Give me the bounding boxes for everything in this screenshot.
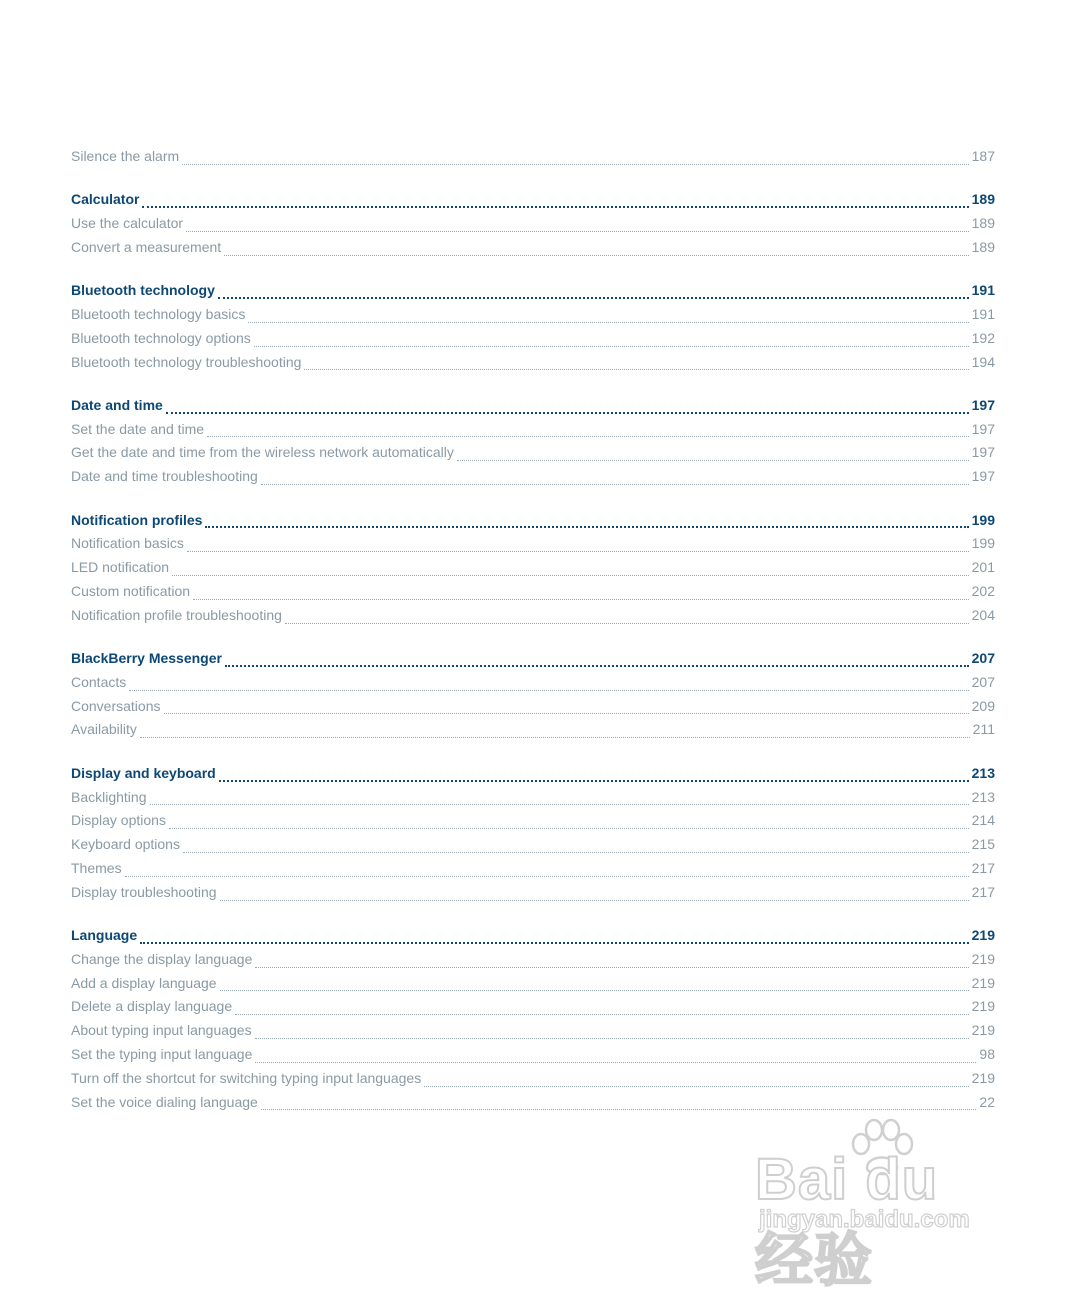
toc-entry-title: Set the voice dialing language (71, 1093, 258, 1110)
baidu-watermark (755, 1118, 1005, 1293)
toc-entry-title: Convert a measurement (71, 238, 222, 255)
dot-leader (261, 1109, 977, 1110)
toc-page-number: 189 (971, 215, 995, 232)
toc-entry-title: Set the date and time (71, 420, 205, 437)
toc-page-number: 213 (971, 764, 995, 781)
dot-leader (235, 1014, 969, 1015)
toc-page-number: 219 (971, 1069, 995, 1086)
toc-chapter-heading[interactable] (71, 927, 995, 951)
group-gap (71, 745, 995, 765)
toc-entry-title: Display and keyboard (71, 764, 216, 781)
toc-page-number: 211 (972, 721, 995, 738)
toc-entry[interactable] (71, 607, 995, 631)
dot-leader (182, 164, 968, 165)
toc-page-number: 215 (971, 836, 995, 853)
dot-leader (166, 412, 969, 414)
toc-entry[interactable] (71, 330, 995, 354)
toc-entry-title: Backlighting (71, 788, 147, 805)
toc-page-number: 191 (971, 305, 995, 322)
toc-entry-title: BlackBerry Messenger (71, 650, 222, 667)
toc-chapter-heading[interactable] (71, 765, 995, 789)
dot-leader (261, 484, 969, 485)
dot-leader (220, 990, 969, 991)
toc-entry-title: Date and time (71, 396, 163, 413)
toc-page-number: 202 (971, 582, 995, 599)
toc-entry-title: Turn off the shortcut for switching typing input languages (71, 1069, 422, 1086)
toc-entry-title: Set the typing input language (71, 1046, 253, 1062)
dot-leader (225, 665, 969, 667)
toc-entry[interactable] (71, 789, 995, 813)
toc-entry-title: Date and time troubleshooting (71, 468, 258, 485)
toc-chapter-heading[interactable] (71, 282, 995, 306)
toc-page-number: 217 (971, 883, 995, 900)
dot-leader (219, 780, 969, 782)
dot-leader (457, 460, 969, 461)
dot-leader (205, 526, 968, 528)
toc-entry-title: Keyboard options (71, 836, 180, 853)
toc-page-number: 207 (971, 673, 995, 690)
dot-leader (255, 967, 968, 968)
toc-chapter-heading[interactable] (71, 397, 995, 421)
toc-page-number: 197 (971, 468, 995, 485)
toc-entry-title: Custom notification (71, 582, 191, 599)
dot-leader (424, 1086, 968, 1087)
toc-entry-title: Notification profiles (71, 511, 203, 528)
toc-entry[interactable] (71, 1022, 995, 1046)
toc-entry-title: About typing input languages (71, 1022, 252, 1039)
toc-entry[interactable] (71, 1046, 995, 1070)
dot-leader (248, 322, 968, 323)
toc-entry[interactable] (71, 306, 995, 330)
toc-entry[interactable] (71, 674, 995, 698)
toc-page-number: 187 (971, 148, 995, 164)
toc-page-number: 197 (971, 420, 995, 437)
toc-page-number: 219 (971, 950, 995, 967)
watermark-url: jingyan.baidu.com (759, 1206, 970, 1233)
group-gap (71, 172, 995, 192)
dot-leader (129, 690, 968, 691)
toc-entry[interactable] (71, 535, 995, 559)
toc-entry[interactable] (71, 975, 995, 999)
toc-page-number: 189 (971, 238, 995, 255)
toc-chapter-heading[interactable] (71, 650, 995, 674)
toc-entry[interactable] (71, 239, 995, 263)
toc-entry[interactable] (71, 354, 995, 378)
dot-leader (186, 231, 969, 232)
toc-entry[interactable] (71, 215, 995, 239)
toc-entry[interactable] (71, 148, 995, 172)
toc-entry-title: Delete a display language (71, 998, 233, 1015)
toc-page-number: 98 (979, 1046, 995, 1062)
toc-page-number: 199 (971, 535, 995, 552)
toc-entry[interactable] (71, 583, 995, 607)
dot-leader (172, 575, 969, 576)
toc-entry-title: Display troubleshooting (71, 883, 217, 900)
toc-entry-title: Contacts (71, 673, 127, 690)
toc-entry[interactable] (71, 812, 995, 836)
toc-entry-title: Use the calculator (71, 215, 184, 232)
toc-entry[interactable] (71, 884, 995, 908)
toc-entry[interactable] (71, 1070, 995, 1094)
dot-leader (207, 436, 969, 437)
dot-leader (254, 346, 969, 347)
toc-entry-title: Bluetooth technology options (71, 329, 251, 346)
toc-entry-title: Availability (71, 721, 137, 738)
toc-entry-title: Change the display language (71, 950, 253, 967)
toc-page-number: 199 (971, 511, 995, 528)
dot-leader (285, 623, 969, 624)
toc-entry-title: LED notification (71, 559, 170, 576)
toc-entry-title: Add a display language (71, 974, 217, 991)
group-gap (71, 492, 995, 512)
toc-page-number: 194 (971, 353, 995, 370)
toc-entry[interactable] (71, 421, 995, 445)
toc-entry-title: Themes (71, 859, 122, 876)
toc-page-number: 191 (971, 282, 995, 299)
toc-page-number: 219 (971, 927, 995, 944)
dot-leader (187, 551, 969, 552)
toc-entry[interactable] (71, 559, 995, 583)
toc-page-number: 219 (971, 1022, 995, 1039)
toc-entry-title: Bluetooth technology (71, 282, 215, 299)
group-gap (71, 263, 995, 283)
toc-page-number: 204 (971, 606, 995, 623)
dot-leader (255, 1062, 976, 1063)
dot-leader (140, 737, 970, 738)
toc-entry-title: Calculator (71, 191, 140, 208)
dot-leader (164, 713, 969, 714)
toc-page-number: 217 (971, 859, 995, 876)
dot-leader (169, 828, 969, 829)
toc-page-number: 214 (971, 812, 995, 829)
toc-entry[interactable] (71, 951, 995, 975)
dot-leader (304, 369, 968, 370)
toc-page-number: 209 (971, 697, 995, 714)
toc-chapter-heading[interactable] (71, 512, 995, 536)
group-gap (71, 377, 995, 397)
toc-page-number: 189 (971, 191, 995, 208)
table-of-contents (71, 148, 995, 1117)
toc-entry[interactable] (71, 860, 995, 884)
dot-leader (218, 297, 969, 299)
toc-page-number: 22 (979, 1093, 995, 1110)
toc-entry[interactable] (71, 698, 995, 722)
toc-entry[interactable] (71, 1094, 995, 1118)
group-gap (71, 908, 995, 928)
toc-entry-title: Silence the alarm (71, 148, 180, 164)
toc-page-number: 213 (971, 788, 995, 805)
toc-entry[interactable] (71, 721, 995, 745)
toc-entry-title: Language (71, 927, 138, 944)
watermark-brand: Bai du 经验 (755, 1147, 939, 1293)
dot-leader (255, 1038, 969, 1039)
toc-entry-title: Notification basics (71, 535, 184, 552)
toc-page-number: 201 (971, 559, 995, 576)
toc-entry-title: Conversations (71, 697, 161, 714)
toc-entry[interactable] (71, 836, 995, 860)
dot-leader (183, 852, 969, 853)
toc-page-number: 219 (971, 974, 995, 991)
toc-entry[interactable] (71, 468, 995, 492)
toc-entry-title: Notification profile troubleshooting (71, 606, 282, 623)
dot-leader (125, 876, 969, 877)
toc-page-number: 197 (971, 396, 995, 413)
dot-leader (140, 942, 969, 944)
dot-leader (193, 599, 969, 600)
toc-entry-title: Bluetooth technology basics (71, 305, 246, 322)
dot-leader (224, 255, 968, 256)
toc-entry[interactable] (71, 444, 995, 468)
dot-leader (220, 900, 969, 901)
toc-chapter-heading[interactable] (71, 191, 995, 215)
toc-entry-title: Display options (71, 812, 166, 829)
toc-entry[interactable] (71, 998, 995, 1022)
group-gap (71, 631, 995, 651)
dot-leader (142, 206, 968, 208)
toc-entry-title: Bluetooth technology troubleshooting (71, 353, 302, 370)
toc-page-number: 207 (971, 650, 995, 667)
toc-page-number: 192 (971, 329, 995, 346)
toc-entry-title: Get the date and time from the wireless network automatically (71, 444, 454, 461)
toc-page-number: 197 (971, 444, 995, 461)
toc-page-number: 219 (971, 998, 995, 1015)
dot-leader (150, 804, 969, 805)
